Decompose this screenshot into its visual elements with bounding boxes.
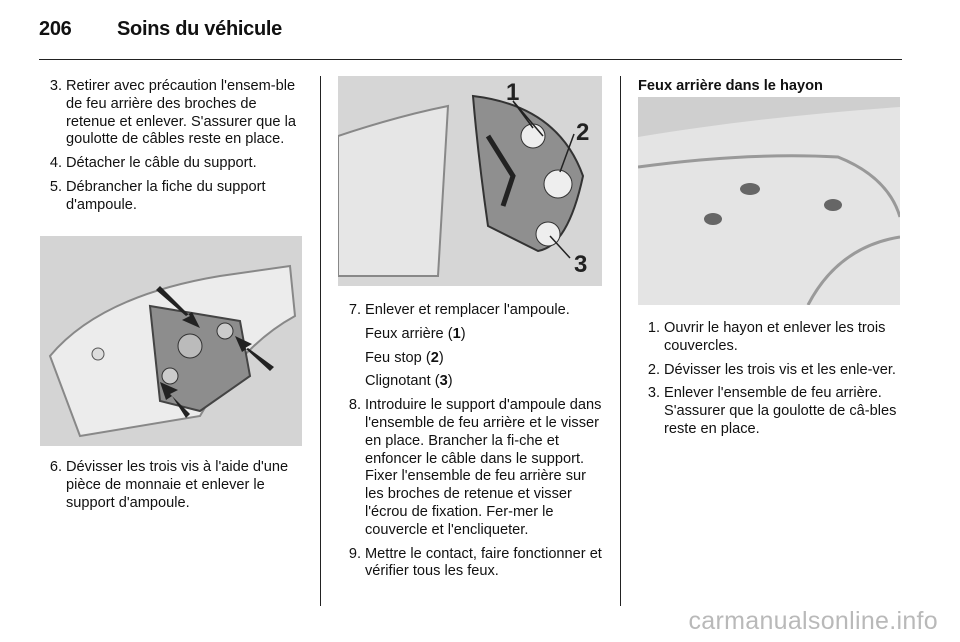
- sub-item-brake-light: Feu stop (2): [365, 349, 444, 366]
- list-item: 9. Mettre le contact, faire fonctionner et vérifier tous les feux.: [348, 545, 602, 580]
- tailgate-figure: [638, 97, 900, 305]
- bulb-holder-illustration: [338, 76, 602, 286]
- steps-list-col3: [638, 320, 903, 439]
- list-item: 7. Enlever et remplacer l'ampoule.: [348, 302, 570, 318]
- list-item: 3. Retirer avec précaution l'ensem-ble de feu arrière des broches de retenue et enlever. S'assurer que la goulotte de câbles reste en place.: [49, 78, 296, 148]
- section-heading: Feux arrière dans le hayon: [638, 78, 823, 94]
- page-number: 206: [39, 18, 72, 40]
- steps-list-col2: [339, 302, 604, 320]
- list-item: 5. Débrancher la fiche du support d'ampoule.: [49, 178, 266, 213]
- list-item: 2. Dévisser les trois vis et les enle-ver.: [647, 361, 896, 378]
- list-item: 1. Ouvrir le hayon et enlever les trois couvercles.: [647, 320, 886, 354]
- callout-2: 2: [576, 119, 590, 146]
- page-title: Soins du véhicule: [117, 18, 282, 40]
- column-1-bottom: [40, 459, 305, 518]
- bulb-holder-figure: [338, 76, 602, 286]
- steps-list-bottom: [40, 459, 305, 512]
- tailgate-illustration: [638, 97, 900, 305]
- column-2: [339, 302, 604, 587]
- list-item: 4. Détacher le câble du support.: [49, 155, 257, 172]
- tail-lamp-illustration: [40, 236, 302, 446]
- callout-3: 3: [574, 251, 588, 278]
- column-divider-2: [620, 76, 621, 606]
- sub-item-turn-signal: Clignotant (3): [365, 373, 453, 390]
- column-1: [40, 78, 305, 221]
- list-item: 8. Introduire le support d'ampoule dans l'ensemble de feu arrière et le visser en place. Brancher la fi-che et enfoncer le câble dans le support. Fixer l'ensemble de feu arrière sur les broches de retenue et visser l'écrou de fixation. Fer-mer le couvercle et l'encliqueter.: [348, 397, 602, 538]
- tail-lamp-screws-figure: [40, 236, 302, 446]
- watermark: carmanualsonline.info: [688, 607, 938, 635]
- sub-item-tail-light: Feux arrière (1): [365, 325, 466, 342]
- list-item: 3. Enlever l'ensemble de feu arrière. S'assurer que la goulotte de câ-bles reste en place.: [647, 385, 897, 437]
- column-divider-1: [320, 76, 321, 606]
- page-header: [39, 18, 282, 41]
- column-3: [638, 320, 903, 445]
- steps-list-col2-rest: [339, 397, 604, 581]
- list-item: 6. Dévisser les trois vis à l'aide d'une pièce de monnaie et enlever le support d'ampoule.: [49, 459, 289, 511]
- callout-1: 1: [506, 79, 520, 106]
- header-rule: [39, 59, 902, 60]
- steps-list-top: [40, 78, 305, 215]
